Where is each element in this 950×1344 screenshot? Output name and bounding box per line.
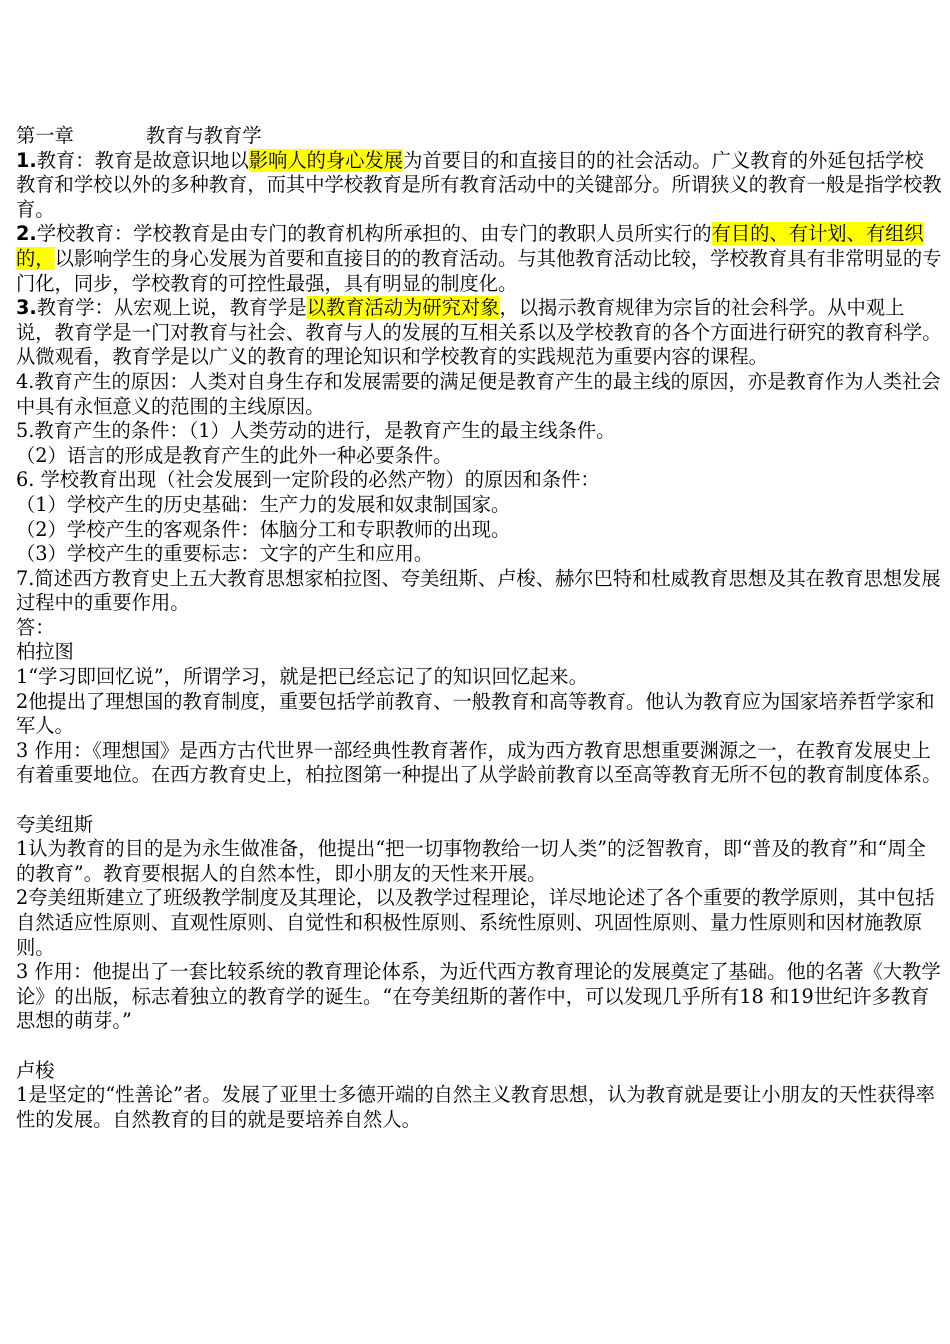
answer-label: 答： <box>16 615 55 639</box>
chapter-title: 教育与教育学 <box>145 124 262 147</box>
comenius-point-2: 2夸美纽斯建立了班级教学制度及其理论，以及教学过程理论，详尽地论述了各个重要的教学原则，其中包括自然适应性原则、直观性原则、自觉性和积极性原则、系统性原则、巩固性原则、量力性原则和因材施教原则。 <box>16 886 935 959</box>
chapter-label: 第一章 <box>16 124 74 147</box>
plato-point-3: 3 作用：《理想国》是西方古代世界一部经典性教育著作，成为西方教育思想重要渊源之一，在教育发展史上有着重要地位。在西方教育史上，柏拉图第一种提出了从学龄前教育以至高等教育无所不包的教育制度体系。 <box>16 738 942 787</box>
item-text: 教育学：从宏观上说，教育学是 <box>36 296 307 320</box>
comenius-point-1: 1认为教育的目的是为永生做准备，他提出“把一切事物教给一切人类”的泛智教育，即“普及的教育”和“周全的教育”。教育要根据人的自然本性，即小朋友的天性来开展。 <box>16 837 926 885</box>
item-4: 4.教育产生的原因：人类对自身生存和发展需要的满足便是教育产生的最主线的原因，亦是教育作为人类社会中具有永恒意义的范围的主线原因。 <box>16 369 941 418</box>
plato-point-1: 1“学习即回忆说”，所谓学习，就是把已经忘记了的知识回忆起来。 <box>16 665 588 689</box>
document-body <box>16 124 942 1132</box>
chapter-heading <box>16 124 942 149</box>
item-number: 3. <box>16 296 37 320</box>
section-heading-comenius: 夸美纽斯 <box>16 812 94 836</box>
item-text: 教育：教育是故意识地以 <box>36 148 249 172</box>
item-6: 6. 学校教育出现（社会发展到一定阶段的必然产物）的原因和条件： <box>16 468 600 492</box>
item-text: 学校教育：学校教育是由专门的教育机构所承担的、由专门的教职人员所实行的 <box>36 222 712 246</box>
rousseau-point-1: 1是坚定的“性善论”者。发展了亚里士多德开端的自然主义教育思想，认为教育就是要让小朋友的天性获得率性的发展。自然教育的目的就是要培养自然人。 <box>16 1083 935 1131</box>
item-number: 2. <box>16 222 37 246</box>
item-2 <box>16 222 942 296</box>
item-text: 以影响学生的身心发展为首要和直接目的的教育活动。与其他教育活动比较，学校教育具有非常明显的专门化，同步，学校教育的可控性最强，具有明显的制度化。 <box>16 246 942 295</box>
item-6-sub: （3）学校产生的重要标志：文字的产生和应用。 <box>16 542 434 566</box>
item-1 <box>16 149 942 223</box>
item-6-sub: （2）学校产生的客观条件：体脑分工和专职教师的出现。 <box>16 517 511 541</box>
item-text: ，以揭示教育规律为宗旨的社会科学。从中观上说，教育学是一门对教育与社会、教育与人的发展的互相关系以及学校教育的各个方面进行研究的教育科学。从微观看，教育学是以广义的教育的理论知识和学校教育的实践规范为重要内容的课程。 <box>16 296 942 369</box>
section-heading-plato: 柏拉图 <box>16 640 74 664</box>
item-3 <box>16 296 942 370</box>
highlighted-text: 有计划、有组织的， <box>16 222 924 270</box>
item-text: 为首要目的和直接目的的社会活动。广义教育的外延包括学校教育和学校以外的多种教育，而其中学校教育是所有教育活动中的关键部分。所谓狭义的教育一般是指学校教育。 <box>16 148 942 221</box>
blank-line <box>16 788 942 813</box>
highlighted-text: 有目的、 <box>711 222 789 246</box>
item-6-sub: （1）学校产生的历史基础：生产力的发展和奴隶制国家。 <box>16 492 511 516</box>
blank-line <box>16 1034 942 1059</box>
plato-point-2: 2他提出了理想国的教育制度，重要包括学前教育、一般教育和高等教育。他认为教育应为国家培养哲学家和军人。 <box>16 689 935 738</box>
comenius-point-3: 3 作用：他提出了一套比较系统的教育理论体系，为近代西方教育理论的发展奠定了基础。他的名著《大教学论》的出版，标志着独立的教育学的诞生。“在夸美纽斯的著作中，可以发现几乎所有18 和19世纪许多教育思想的萌芽。” <box>16 960 941 1033</box>
highlighted-text: 以教育活动为研究对象 <box>306 296 500 320</box>
item-number: 1. <box>16 148 37 172</box>
item-5-sub: （2）语言的形成是教育产生的此外一种必要条件。 <box>16 443 453 467</box>
section-heading-rousseau: 卢梭 <box>16 1058 55 1082</box>
item-5: 5.教育产生的条件：（1）人类劳动的进行，是教育产生的最主线条件。 <box>16 419 616 443</box>
highlighted-text: 影响人的身心发展 <box>248 148 404 172</box>
item-7: 7.简述西方教育史上五大教育思想家柏拉图、夸美纽斯、卢梭、赫尔巴特和杜威教育思想及其在教育思想发展过程中的重要作用。 <box>16 566 941 615</box>
